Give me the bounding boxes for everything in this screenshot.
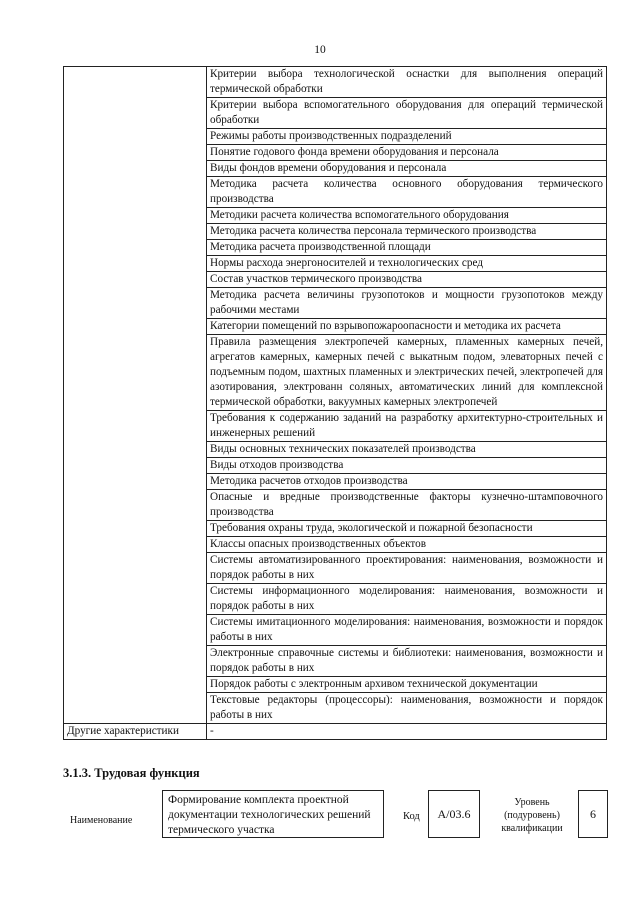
requirement-item: Методики расчета количества вспомогательного оборудования: [207, 208, 606, 224]
requirement-item: Методика расчета количества основного оборудования термического производства: [207, 177, 606, 208]
level-label: Уровень (подуровень) квалификации: [501, 797, 563, 834]
requirement-item: Требования к содержанию заданий на разработку архитектурно-строительных и инженерных решений: [207, 411, 606, 442]
requirement-item: Виды фондов времени оборудования и персонала: [207, 161, 606, 177]
page-number: 10: [314, 44, 326, 56]
requirements-list: [207, 67, 606, 723]
requirement-item: Правила размещения электропечей камерных, пламенных камерных печей, агрегатов камерных, камерных печей с выкатным подом, элеваторных печей с подъемным подом, шахтных пламенных и электрических печей, электропечей для азотирования, электрованн соляных, автоматических линий для комплексной термической обработки, вакуумных камерных электропечей: [207, 335, 606, 411]
table-row: [64, 724, 607, 740]
requirement-item: Состав участков термического производства: [207, 272, 606, 288]
name-label: Наименование: [70, 815, 133, 826]
requirement-item: Системы информационного моделирования: наименования, возможности и порядок работы в них: [207, 584, 606, 615]
requirement-item: Порядок работы с электронным архивом технической документации: [207, 677, 606, 693]
knowledge-table: [63, 66, 607, 740]
requirement-item: Понятие годового фонда времени оборудования и персонала: [207, 145, 606, 161]
requirement-item: Критерии выбора технологической оснастки для выполнения операций термической обработки: [207, 67, 606, 98]
table-row: [64, 67, 607, 724]
left-column-cell: [64, 67, 207, 724]
other-characteristics-value: -: [207, 724, 607, 740]
requirement-item: Категории помещений по взрывопожароопасности и методика их расчета: [207, 319, 606, 335]
requirement-item: Нормы расхода энергоносителей и технологических сред: [207, 256, 606, 272]
requirement-item: Требования охраны труда, экологической и пожарной безопасности: [207, 521, 606, 537]
section-title: 3.1.3. Трудовая функция: [63, 766, 200, 780]
code-label: Код: [403, 811, 420, 822]
requirement-item: Классы опасных производственных объектов: [207, 537, 606, 553]
requirement-item: Виды основных технических показателей производства: [207, 442, 606, 458]
requirement-item: Методика расчета количества персонала термического производства: [207, 224, 606, 240]
requirement-item: Методика расчетов отходов производства: [207, 474, 606, 490]
requirement-item: Текстовые редакторы (процессоры): наименования, возможности и порядок работы в них: [210, 694, 603, 721]
code-box: A/03.6: [428, 790, 480, 838]
requirement-item: Методика расчета величины грузопотоков и мощности грузопотоков между рабочими местами: [207, 288, 606, 319]
requirement-item: Критерии выбора вспомогательного оборудования для операций термической обработки: [207, 98, 606, 129]
requirement-item: Опасные и вредные производственные факторы кузнечно-штамповочного производства: [207, 490, 606, 521]
requirement-item: Электронные справочные системы и библиотеки: наименования, возможности и порядок работы в них: [207, 646, 606, 677]
other-characteristics-label: Другие характеристики: [64, 724, 207, 740]
requirements-cell: [207, 67, 607, 724]
requirement-item: Режимы работы производственных подразделений: [207, 129, 606, 145]
requirement-item: Системы автоматизированного проектирования: наименования, возможности и порядок работы в них: [207, 553, 606, 584]
requirement-item: Методика расчета производственной площади: [207, 240, 606, 256]
level-box: 6: [578, 790, 608, 838]
requirement-item: Виды отходов производства: [207, 458, 606, 474]
requirement-item: Системы имитационного моделирования: наименования, возможности и порядок работы в них: [207, 615, 606, 646]
function-name-box: Формирование комплекта проектной документации технологических решений термического участка: [162, 790, 384, 838]
